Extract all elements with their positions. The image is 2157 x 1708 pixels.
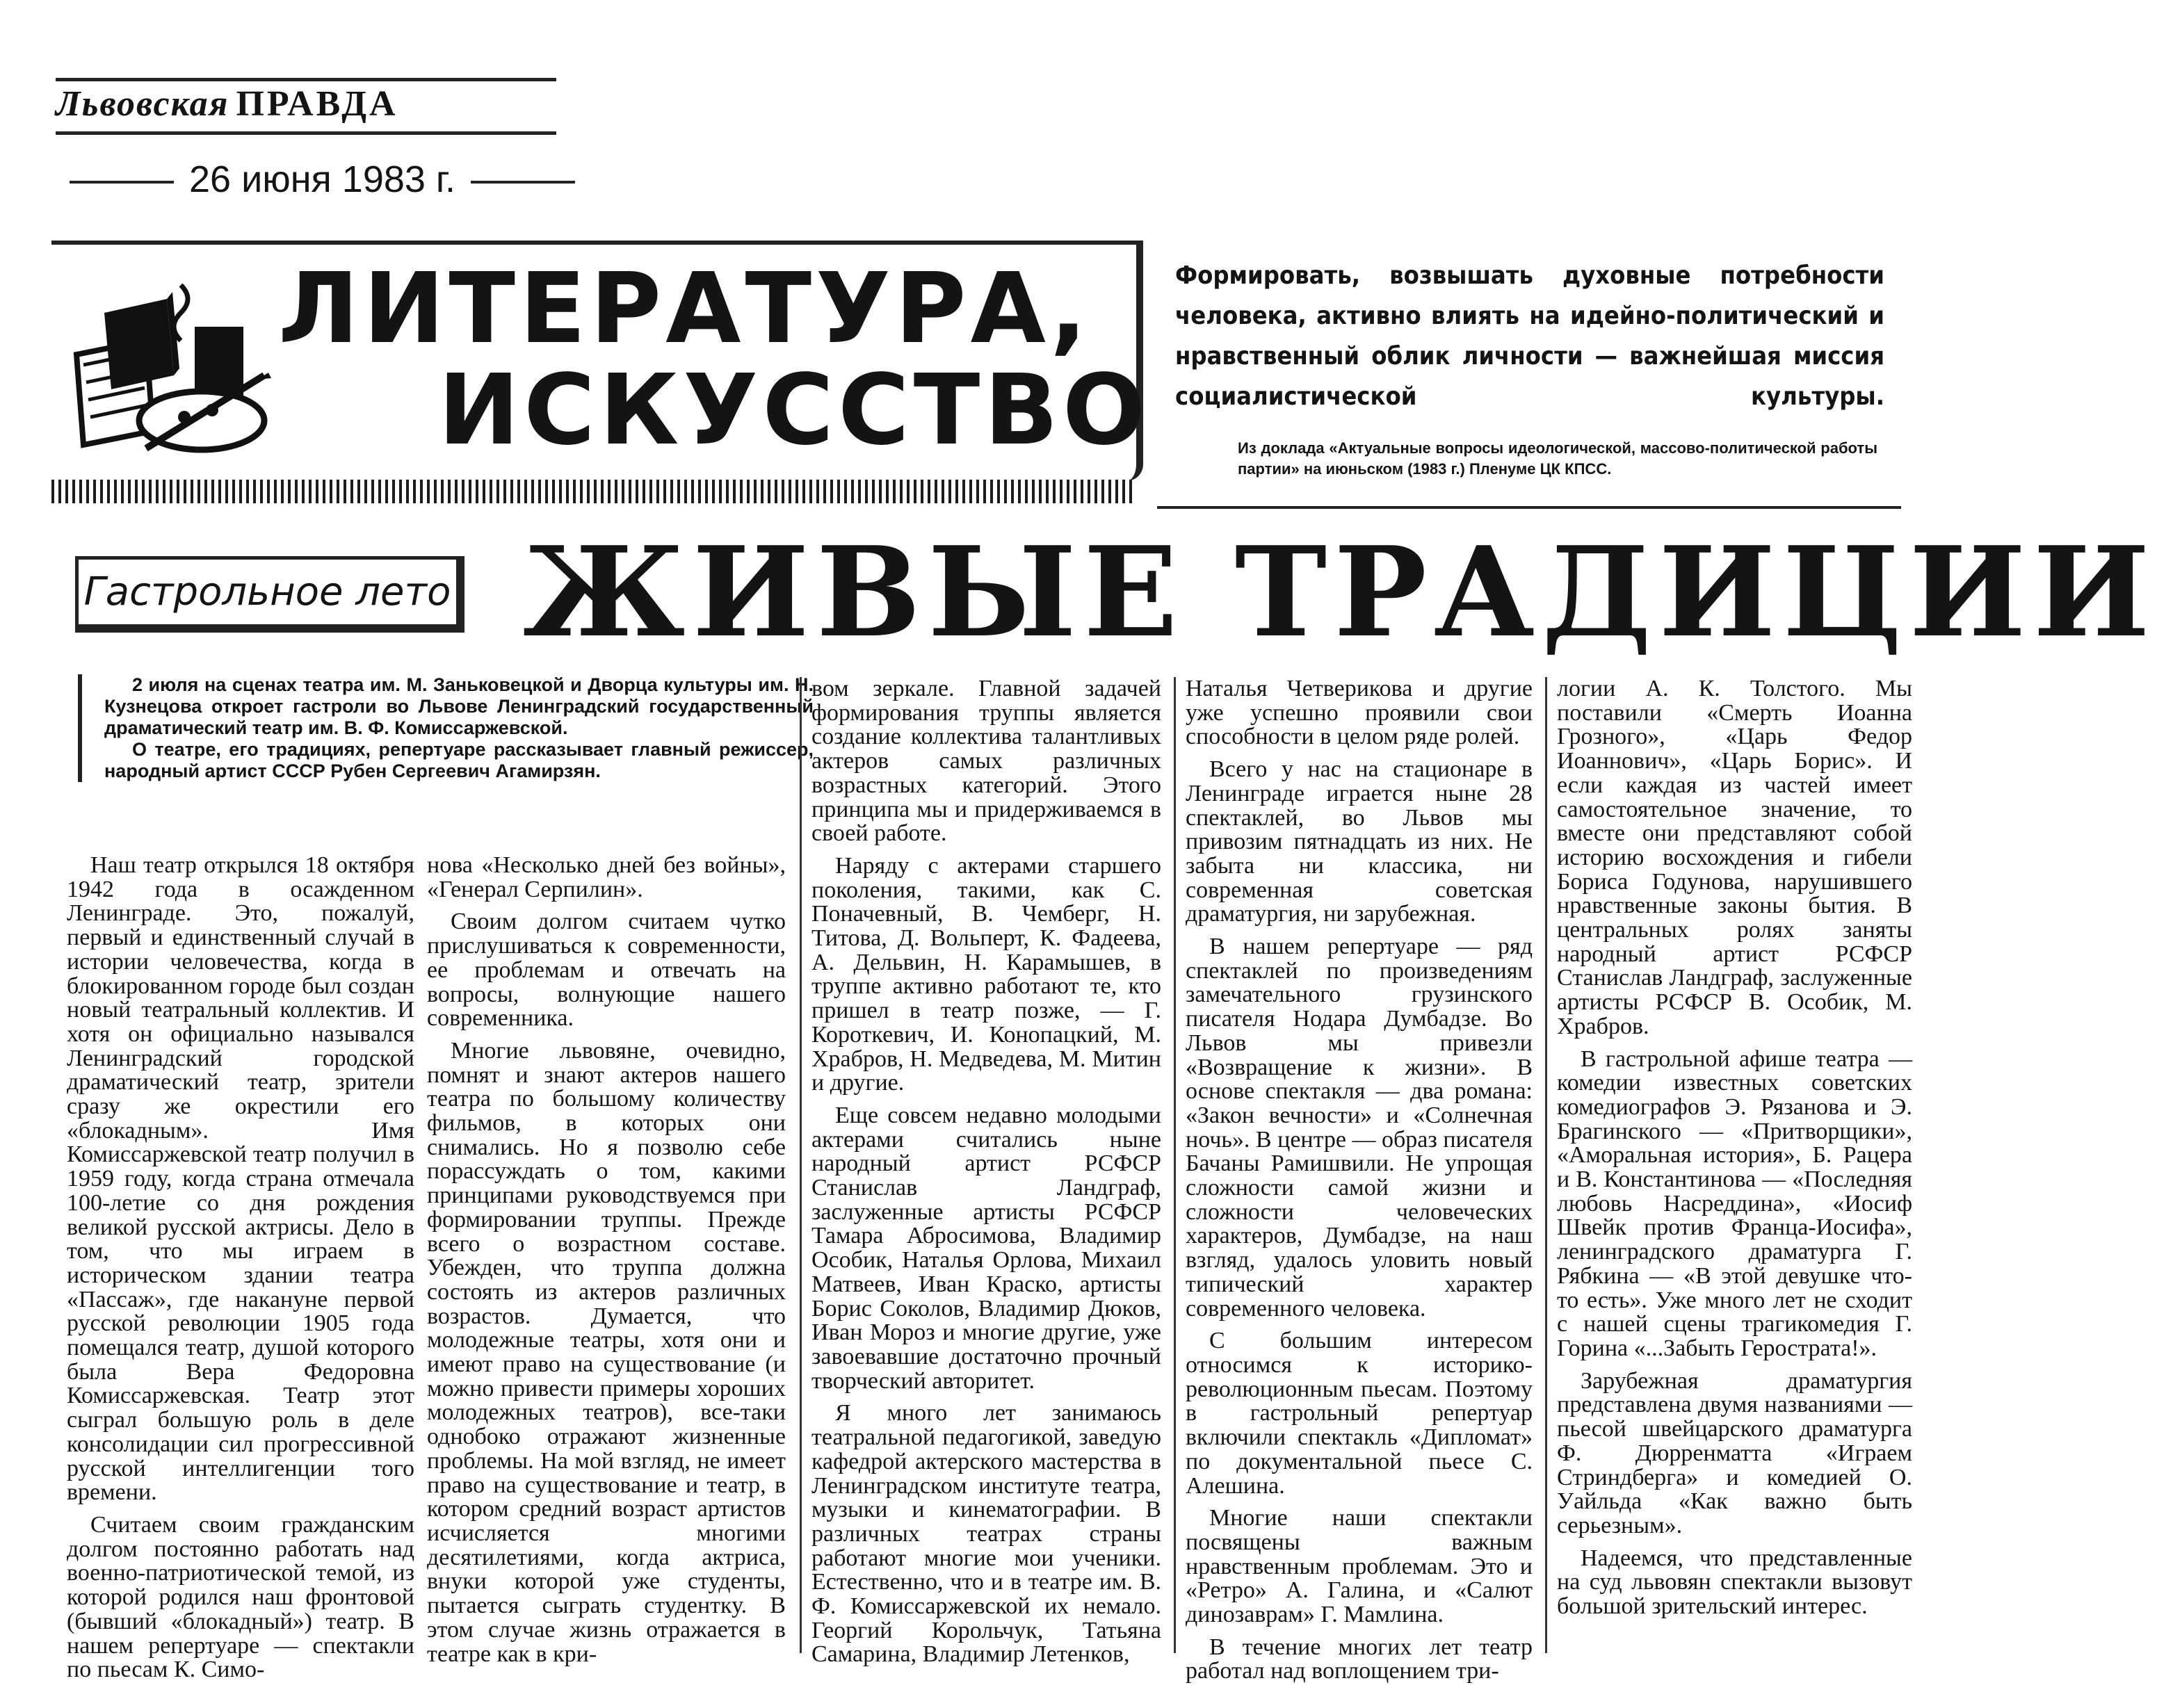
body-paragraph: Наталья Четверикова и другие уже успешно проявили свои способности в целом ряде ролей. — [1186, 676, 1533, 750]
body-paragraph: Надеемся, что представленные на суд львовян спектакли вызовут большой зрительский интерес. — [1557, 1545, 1912, 1620]
article-column-4 — [1174, 676, 1533, 1684]
body-paragraph: В нашем репертуаре — ряд спектаклей по произведениям замечательного грузинского писателя Нодара Думбадзе. Во Львов мы привезли «Возвращение к жизни». В основе спектакля — два романа: «Закон вечности» и «Солнечная ночь». В центре — образ писателя Бачаны Рамишвили. Не упрощая сложности самой жизни и сложности человеческих характеров, Думбадзе, на наш взгляд, удалось уловить новый типический характер современного человека. — [1186, 934, 1533, 1321]
body-paragraph: Наш театр открылся 18 октября 1942 года в осажденном Ленинграде. Это, пожалуй, первый и единственный случай в истории человечества, когда в блокированном городе был создан новый театральный коллектив. И хотя он официально назывался Ленинградский городской драматический театр, зрители сразу же окрестили его «блокадным». Имя Комиссаржевской театр получил в 1959 году, когда страна отмечала 100-летие со дня рождения великой русской актрисы. Дело в том, что мы играем в историческом здании театра «Пассаж», где накануне первой русской революции 1905 года помещался театр, душой которого была Вера Федоровна Комиссаржевская. Театр этот сыграл большую роль в деле консолидации сил прогрессивной русской интеллигенции того времени. — [67, 852, 414, 1506]
article-kicker: Гастрольное лето — [75, 556, 464, 633]
body-paragraph: Многие наши спектакли посвящены важным нравственным проблемам. Это и «Ретро» А. Галина, и «Салют динозаврам» Г. Мамлина. — [1186, 1505, 1533, 1628]
body-paragraph: Своим долгом считаем чутко прислушиваться к современности, ее проблемам и отвечать на вопросы, волнующие нашего современника. — [427, 909, 786, 1032]
body-paragraph: вом зеркале. Главной задачей формирования труппы является создание коллектива талантливых актеров самых различных возрастных категорий. Этого принципа мы и придерживаемся в своей работе. — [811, 676, 1161, 847]
body-paragraph: Еще совсем недавно молодыми актерами считались ныне народный артист РСФСР Станислав Ландграф, заслуженные артисты РСФСР Тамара Абросимова, Владимир Особик, Наталья Орлова, Михаил Матвеев, Иван Краско, артисты Борис Соколов, Владимир Дюков, Иван Мороз и многие другие, уже завоевавшие достаточно прочный творческий авторитет. — [811, 1102, 1161, 1394]
article-column-1 — [67, 852, 414, 1683]
body-paragraph: В гастрольной афише театра — комедии известных советских комедиографов Э. Рязанова и Э. Брагинского — «Притворщики», «Аморальная история», Б. Рацера и В. Константинова — «Последняя любовь Насреддина», «Иосиф Швейк против Франца-Иосифа», ленинградского драматурга Г. Рябкина — «В этой девушке что-то есть». Уже много лет не сходит с нашей сцены трагикомедия Г. Горина «...Забыть Герострата!». — [1557, 1046, 1912, 1361]
body-paragraph: Всего у нас на стационаре в Ленинграде играется ныне 28 спектаклей, во Львов мы привозим пятнадцать из них. Не забыта ни классика, ни современная советская драматургия, ни зарубежная. — [1186, 756, 1533, 927]
rubric-title-line-2: ИСКУССТВО — [438, 354, 1149, 467]
rubric-title-line-1: ЛИТЕРАТУРА, — [278, 252, 1092, 366]
lead-paragraph: 2 июля на сценах театра им. М. Заньковецкой и Дворца культуры им. Н. Кузнецова откроет гастроли во Львове Ленинградский государственный драматический театр им. В. Ф. Комиссаржевской. — [104, 674, 814, 738]
article-column-2 — [427, 852, 786, 1667]
dateline — [54, 152, 631, 207]
body-paragraph: В течение многих лет театр работал над воплощением три- — [1186, 1634, 1533, 1684]
body-paragraph: С большим интересом относимся к историко-революционным пьесам. Поэтому в гастрольный репертуар включили спектакль «Дипломат» по документальной пьесе С. Алешина. — [1186, 1328, 1533, 1499]
body-paragraph: нова «Несколько дней без войны», «Генерал Серпилин». — [427, 852, 786, 902]
rubric-hatch-divider — [51, 480, 1136, 503]
body-paragraph: логии А. К. Толстого. Мы поставили «Смерть Иоанна Грозного», «Царь Федор Иоаннович», «Царь Борис». И если каждая из частей имеет самостоятельное значение, то вместе они представляют собой историю восхождения и гибели Бориса Годунова, нарушившего нравственные законы бытия. В центральных ролях заняты народный артист РСФСР Станислав Ландграф, заслуженные артисты РСФСР В. Особик, М. Храбров. — [1557, 676, 1912, 1039]
book-palette-icon — [63, 271, 271, 459]
article-headline: ЖИВЫЕ ТРАДИЦИИ — [523, 519, 2157, 665]
article-column-5 — [1545, 677, 1912, 1653]
lead-paragraph: О театре, его традициях, репертуаре рассказывает главный режиссер, народный артист СССР Рубен Сергеевич Агамирзян. — [104, 739, 814, 781]
epigraph-source: Из доклада «Актуальные вопросы идеологической, массово-политической работы партии» на июньском (1983 г.) Пленуме ЦК КПСС. — [1238, 439, 1877, 478]
body-paragraph: Считаем своим гражданским долгом постоянно работать над военно-патриотической темой, из которой родился наш фронтовой (бывший «блокадный») театр. В нашем репертуаре — спектакли по пьесам К. Симо- — [67, 1511, 414, 1683]
issue-date: 26 июня 1983 г. — [189, 158, 456, 200]
epigraph-quote: Формировать, возвышать духовные потребности человека, активно влиять на идейно-политический и нравственный облик личности — важнейшая миссия социалистической культуры. — [1175, 261, 1884, 411]
newspaper-masthead — [56, 78, 556, 135]
rubric-title — [278, 252, 1149, 467]
body-paragraph: Наряду с актерами старшего поколения, такими, как С. Поначевный, В. Чемберг, Н. Титова, Д. Вольперт, К. Фадеева, А. Дельвин, Н. Карамышев, в труппе активно работают те, кто пришел в театр позже, — Г. Короткевич, И. Конопацкий, М. Храбров, Н. Медведева, М. Митин и другие. — [811, 852, 1161, 1096]
body-paragraph: Зарубежная драматургия представлена двумя названиями — пьесой швейцарского драматурга Ф. Дюрренматта «Играем Стриндберга» и комедией О. Уайльда «Как важно быть серьезным». — [1557, 1367, 1912, 1538]
article-lead — [78, 674, 814, 782]
masthead-name-pravda: ПРАВДА — [236, 84, 398, 124]
article-column-3 — [800, 676, 1161, 1668]
epigraph-rule — [1157, 506, 1901, 509]
body-paragraph: Я много лет занимаюсь театральной педагогикой, заведую кафедрой актерского мастерства в Ленинградском институте театра, музыки и кинематографии. В различных театрах страны работают многие мои ученики. Естественно, что и в театре им. В. Ф. Комиссаржевской их немало. Георгий Корольчук, Татьяна Самарина, Владимир Летенков, — [811, 1400, 1161, 1668]
masthead-name: Львовская — [56, 84, 229, 124]
body-paragraph: Многие львовяне, очевидно, помнят и знают актеров нашего театра по большому количеству фильмов, в которых они снимались. Но я позволю себе порассуждать о том, какими принципами руководствуемся при формировании труппы. Прежде всего о возрастном составе. Убежден, что труппа должна состоять из актеров различных возрастов. Думается, что молодежные театры, хотя они и имеют право на существование (и можно привести примеры хороших молодежных театров), все-таки однобоко отражают жизненные проблемы. На мой взгляд, не имеет право на существование и театр, в котором средний возраст артистов исчисляется многими десятилетиями, когда актриса, внуки которой уже студенты, пытается сыграть студентку. В этом случае жизнь отражается в театре как в кри- — [427, 1037, 786, 1667]
